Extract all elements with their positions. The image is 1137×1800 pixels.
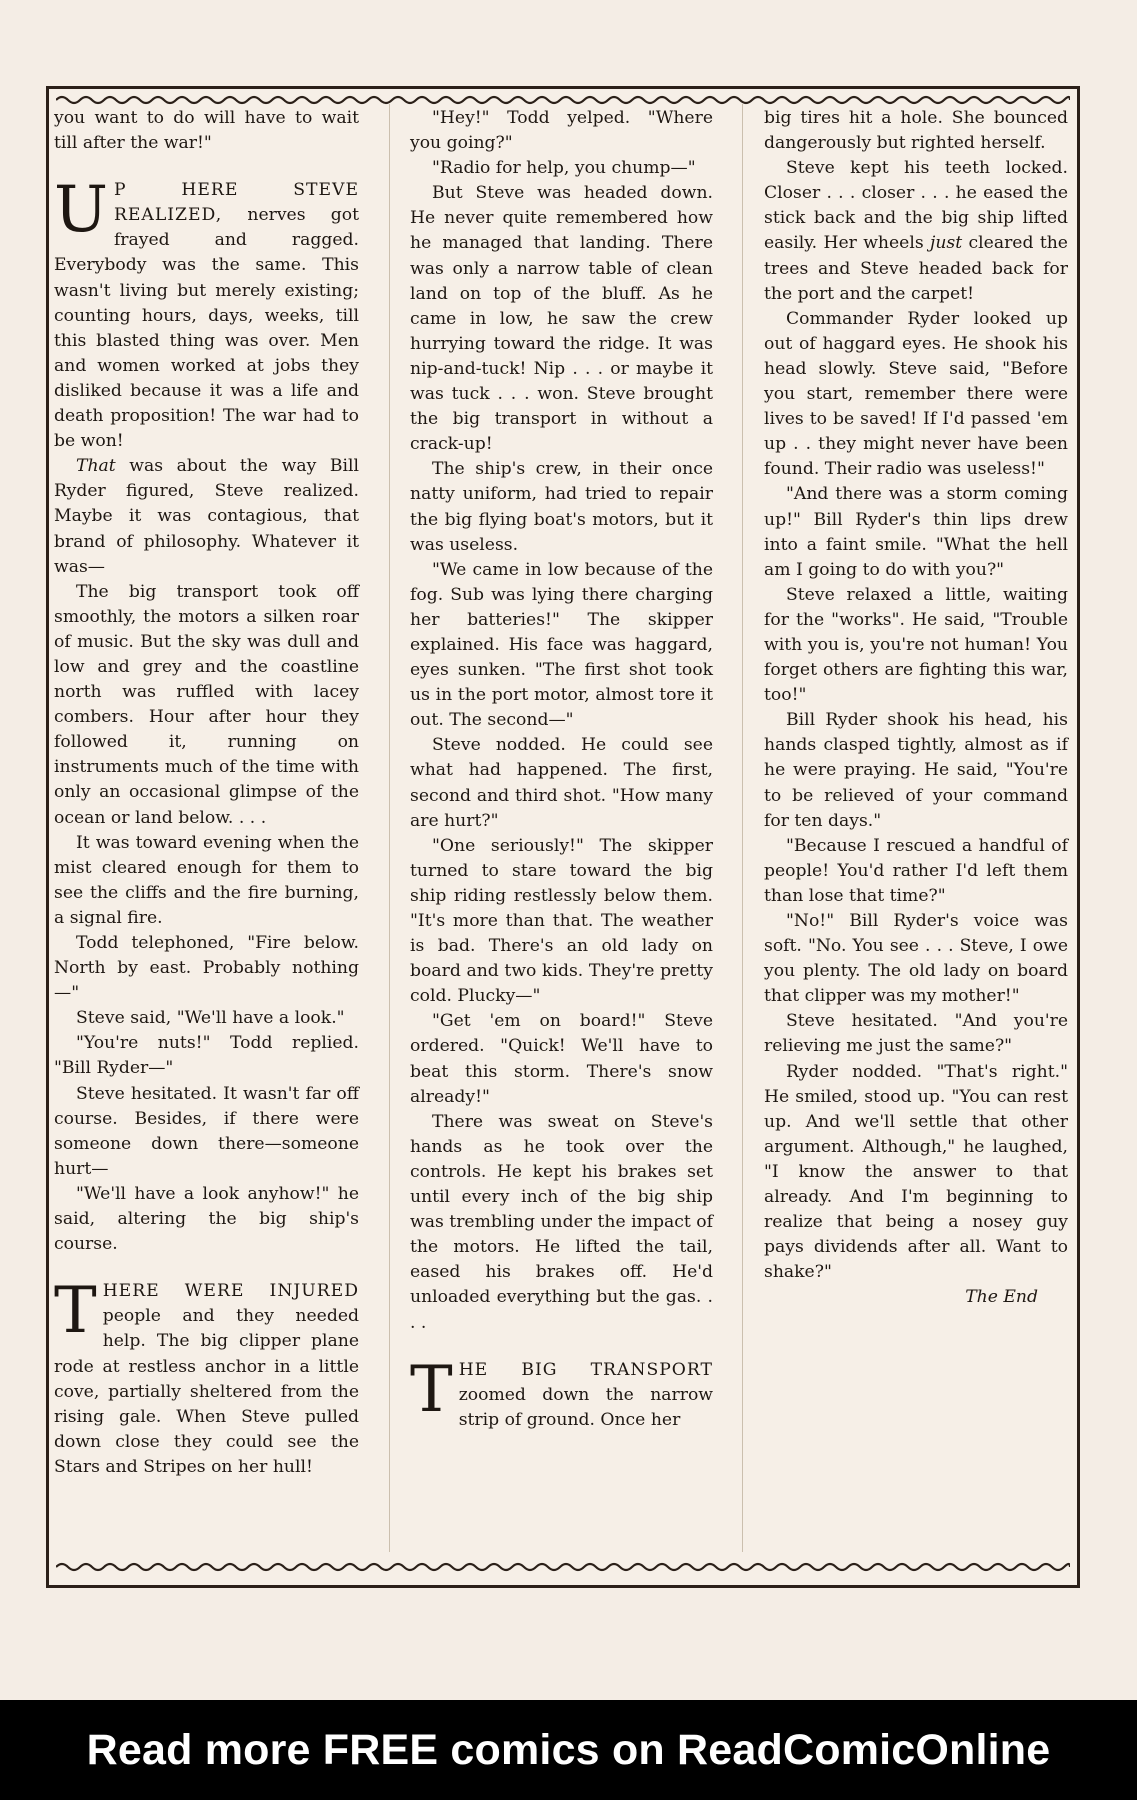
- column-divider: [389, 104, 390, 1552]
- paragraph: Steve nodded. He could see what had happened. The first, second and third shot. "How many are hurt?": [410, 735, 713, 831]
- section-lead-caps: HE BIG TRANSPORT: [458, 1359, 713, 1380]
- paragraph: "You're nuts!" Todd replied. "Bill Ryder—": [54, 1033, 359, 1079]
- promo-footer-text[interactable]: Read more FREE comics on ReadComicOnline: [86, 1725, 1051, 1774]
- paragraph: you want to do will have to wait till after the war!": [54, 108, 359, 154]
- the-end-label: The End: [965, 1287, 1038, 1308]
- drop-cap: U: [54, 173, 108, 248]
- bottom-wavy-border: [56, 1560, 1070, 1574]
- paragraph: That was about the way Bill Ryder figured, Steve realized. Maybe it was contagious, that brand of philosophy. Whatever it was—: [54, 456, 359, 577]
- drop-cap: T: [410, 1352, 453, 1427]
- paragraph: "And there was a storm coming up!" Bill Ryder's thin lips drew into a faint smile. "What the hell am I going to do with you?": [764, 484, 1068, 580]
- section-lead-caps: HERE WERE INJURED: [102, 1281, 359, 1302]
- paragraph: But Steve was headed down. He never quite remembered how he managed that landing. There was only a narrow table of clean land on top of the bluff. As he came in low, he saw the crew hurrying toward the ridge. It was nip-and-tuck! Nip . . . or maybe it was tuck . . . won. Steve brought the big transport in without a crack-up!: [410, 183, 713, 455]
- paragraph: Steve hesitated. It wasn't far off course. Besides, if there were someone down there—someone hurt—: [54, 1083, 359, 1179]
- section-text: zoomed down the narrow strip of ground. Once her: [458, 1384, 713, 1430]
- paragraph: Steve relaxed a little, waiting for the "works". He said, "Trouble with you is, you're not human! You forget others are fighting this war, too!": [764, 584, 1068, 706]
- paragraph: big tires hit a hole. She bounced dangerously but righted herself.: [764, 108, 1068, 154]
- paragraph: It was toward evening when the mist cleared enough for them to see the cliffs and the fire burning, a signal fire.: [54, 832, 359, 928]
- section-paragraph: [410, 1352, 713, 1433]
- paragraph: "Radio for help, you chump—": [432, 158, 696, 179]
- section-text: people and they needed help. The big clipper plane rode at restless anchor in a little cove, partially sheltered from the rising gale. When Steve pulled down close they could see the Stars and Stripes on her hull!: [54, 1306, 359, 1477]
- paragraph: Steve hesitated. "And you're relieving me just the same?": [764, 1011, 1068, 1057]
- section-paragraph: [54, 1274, 359, 1480]
- paragraph: "No!" Bill Ryder's voice was soft. "No. You see . . . Steve, I owe you plenty. The old lady on board that clipper was my mother!": [764, 911, 1068, 1007]
- paragraph: Steve said, "We'll have a look.": [76, 1008, 345, 1029]
- section-lead-caps: P HERE STEVE REALIZED,: [113, 180, 359, 226]
- section-paragraph: [54, 173, 359, 454]
- paragraph: The big transport took off smoothly, the motors a silken roar of music. But the sky was dull and low and grey and the coastline north was ruffled with lacey combers. Hour after hour they followed it, running on instruments much of the time with only an occasional glimpse of the ocean or land below. . . .: [54, 581, 359, 828]
- top-wavy-border: [56, 93, 1070, 107]
- paragraph: Ryder nodded. "That's right." He smiled, stood up. "You can rest up. And we'll settle that other argument. Although," he laughed, "I know the answer to that already. And I'm beginning to realize that being a nosey guy pays dividends after all. Want to shake?": [764, 1061, 1068, 1283]
- promo-footer-banner[interactable]: [0, 1700, 1137, 1800]
- paragraph: "We'll have a look anyhow!" he said, altering the big ship's course.: [54, 1183, 359, 1255]
- paragraph: Bill Ryder shook his head, his hands clasped tightly, almost as if he were praying. He said, "You're to be relieved of your command for ten days.": [764, 710, 1068, 831]
- paragraph: "Get 'em on board!" Steve ordered. "Quick! We'll have to beat this storm. There's snow already!": [410, 1011, 713, 1107]
- paragraph: There was sweat on Steve's hands as he took over the controls. He kept his brakes set until every inch of the big ship was trembling under the impact of the motors. He lifted the tail, eased his brakes off. He'd unloaded everything but the gas. . . .: [410, 1111, 713, 1333]
- drop-cap: T: [54, 1274, 97, 1349]
- paragraph: "We came in low because of the fog. Sub was lying there charging her batteries!" The skipper explained. His face was haggard, eyes sunken. "The first shot took us in the port motor, almost tore it out. The second—": [410, 559, 713, 731]
- column-divider: [742, 104, 743, 1552]
- paragraph: The ship's crew, in their once natty uniform, had tried to repair the big flying boat's motors, but it was useless.: [410, 459, 713, 555]
- text-column-2: [410, 106, 713, 1433]
- emphasis: That: [76, 456, 116, 477]
- text-column-1: [54, 106, 359, 1480]
- paragraph: Commander Ryder looked up out of haggard eyes. He shook his head slowly. Steve said, "Before you start, remember there were lives to be saved! If I'd passed 'em up . . they might never have been found. Their radio was useless!": [764, 308, 1068, 480]
- paragraph: "Because I rescued a handful of people! You'd rather I'd left them than lose that time?": [764, 835, 1068, 906]
- paragraph: Steve kept his teeth locked. Closer . . . closer . . . he eased the stick back and the big ship lifted easily. Her wheels just cleared the trees and Steve headed back for the port and the carpet!: [764, 158, 1068, 304]
- paragraph: "Hey!" Todd yelped. "Where you going?": [410, 108, 713, 154]
- text-column-3: [764, 106, 1068, 1311]
- paragraph: "One seriously!" The skipper turned to stare toward the big ship riding restlessly below them. "It's more than that. The weather is bad. There's an old lady on board and two kids. They're pretty cold. Plucky—": [410, 835, 713, 1007]
- paragraph: Todd telephoned, "Fire below. North by east. Probably nothing—": [54, 933, 359, 1004]
- section-text: nerves got frayed and ragged. Everybody was the same. This wasn't living but merely existing; counting hours, days, weeks, till this blasted thing was over. Men and women worked at jobs they disliked because it was a life and death proposition! The war had to be won!: [54, 205, 359, 452]
- emphasis: just: [930, 233, 963, 254]
